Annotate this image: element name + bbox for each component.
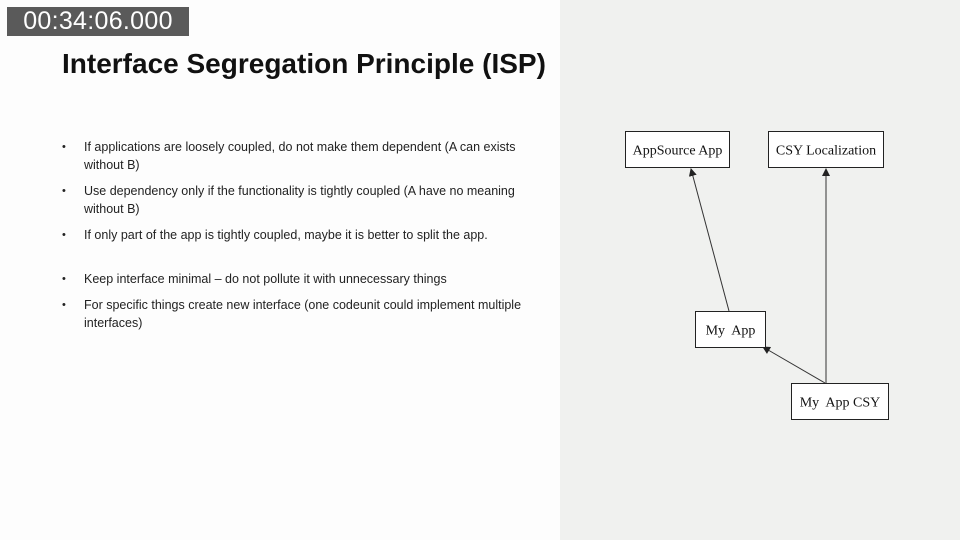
bullet-item: • For specific things create new interface (one codeunit could implement multiple interfaces) bbox=[62, 296, 552, 332]
slide-title: Interface Segregation Principle (ISP) bbox=[62, 48, 546, 79]
node-label: My App bbox=[705, 323, 756, 339]
bullet-item: • Keep interface minimal – do not pollute it with unnecessary things bbox=[62, 270, 552, 288]
edge-my-app-csy-to-my-app bbox=[763, 347, 825, 383]
node-appsource-app bbox=[626, 132, 730, 168]
node-label: My App CSY bbox=[799, 395, 881, 411]
node-my-app-csy bbox=[792, 384, 889, 420]
node-csy-localization bbox=[769, 132, 884, 168]
edge-my-app-to-appsource bbox=[691, 169, 729, 311]
bullet-item: • If applications are loosely coupled, do not make them dependent (A can exists without B) bbox=[62, 138, 552, 174]
bullet-item: • Use dependency only if the functionality is tightly coupled (A have no meaning without B) bbox=[62, 182, 552, 218]
video-timestamp: 00:34:06.000 bbox=[7, 7, 189, 36]
bullet-item: • If only part of the app is tightly coupled, maybe it is better to split the app. bbox=[62, 226, 552, 244]
node-label: AppSource App bbox=[632, 143, 723, 159]
node-my-app bbox=[696, 312, 766, 348]
bullet-list bbox=[62, 138, 552, 340]
dependency-diagram bbox=[560, 0, 960, 540]
node-label: CSY Localization bbox=[775, 143, 877, 159]
